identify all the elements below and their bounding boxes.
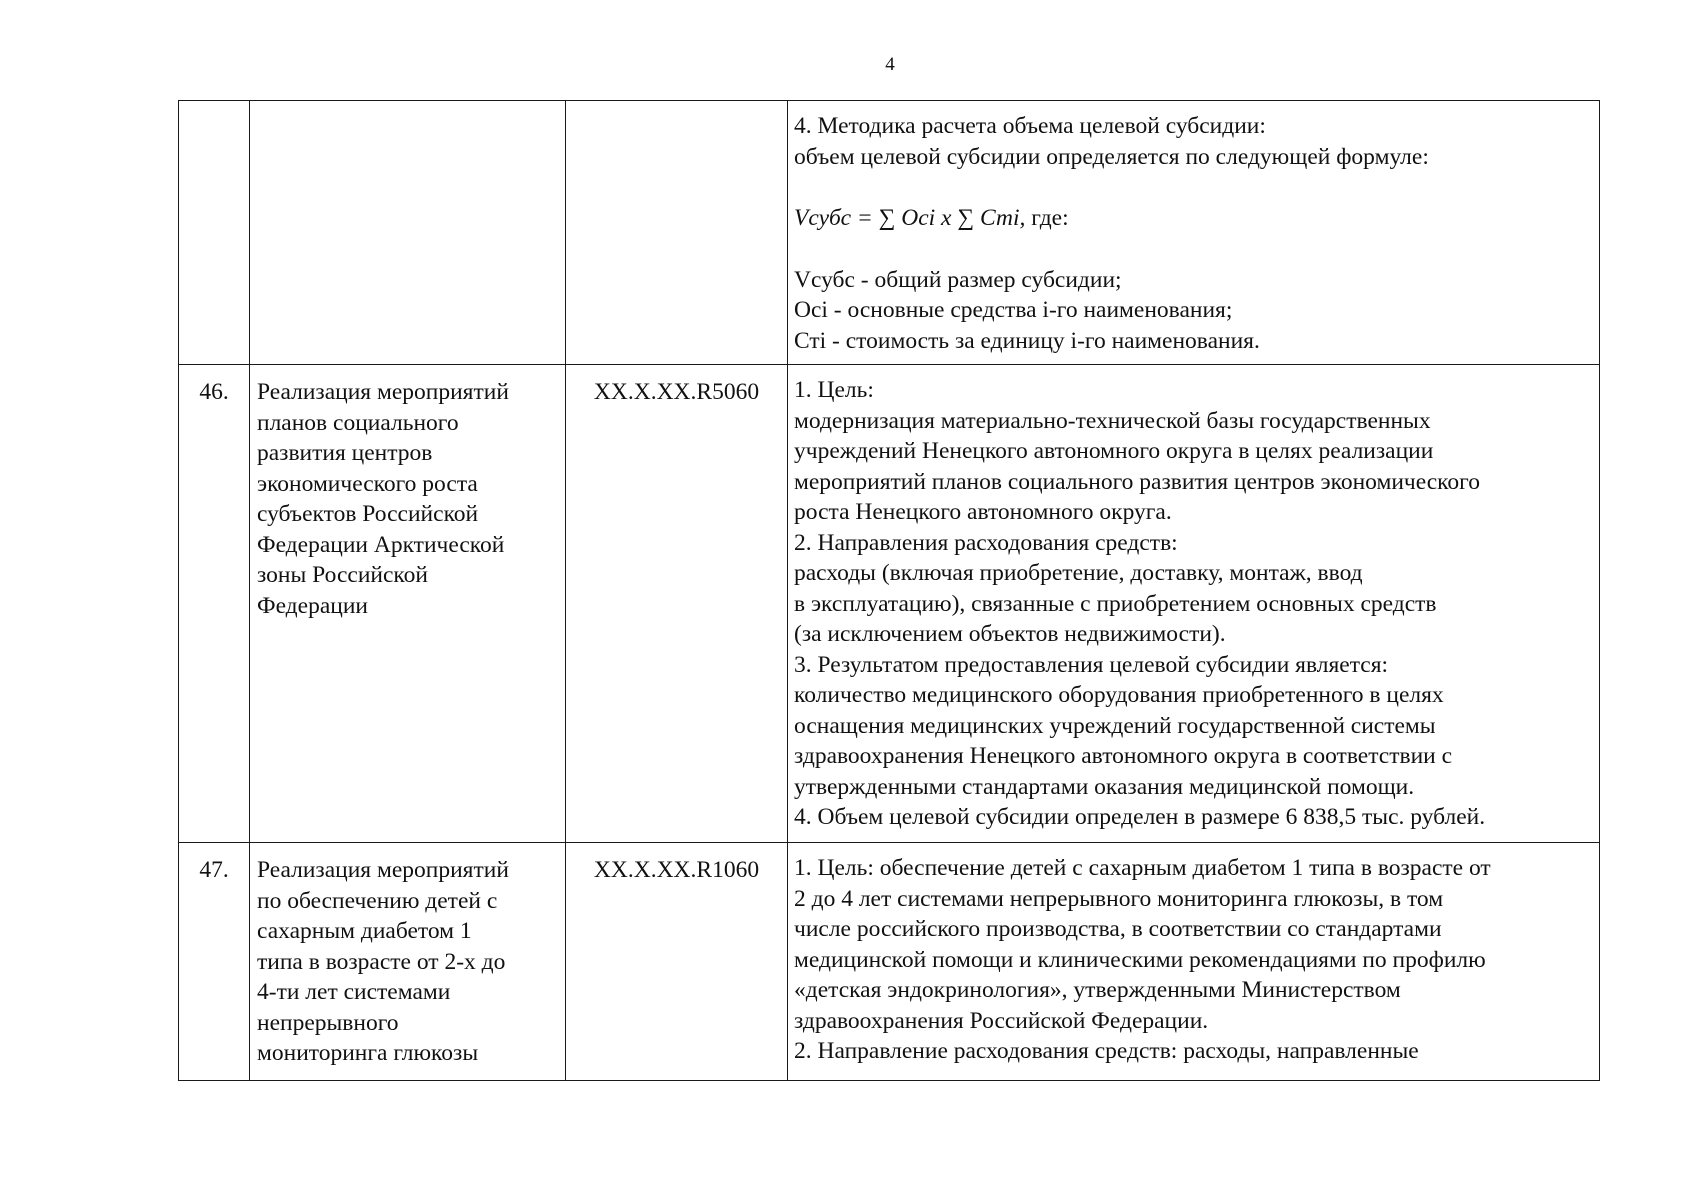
table-row-continuation xyxy=(179,101,1600,365)
row-name xyxy=(250,365,565,621)
definition-osi: Осi - основные средства i-го наименования; xyxy=(794,297,1233,323)
page-number: 4 xyxy=(885,54,895,75)
name-line: развития центров xyxy=(257,440,433,466)
definition-sti: Стi - стоимость за единицу i-го наименования. xyxy=(794,327,1260,354)
name-line: сахарным диабетом 1 xyxy=(257,918,472,944)
name-line: 4-ти лет системами xyxy=(257,979,451,1005)
methodology-heading: 4. Методика расчета объема целевой субсидии: xyxy=(794,113,1266,139)
cell-description xyxy=(788,843,1600,1081)
cell-name-empty xyxy=(250,101,566,365)
desc-line: 2 до 4 лет системами непрерывного мониторинга глюкозы, в том xyxy=(794,885,1444,912)
row-name xyxy=(250,843,565,1069)
subsidy-table xyxy=(178,100,1600,1081)
name-line: Федерации Арктической xyxy=(257,531,505,558)
formula-suffix: где: xyxy=(1025,205,1069,231)
name-line: зоны Российской xyxy=(257,562,428,588)
row-number: 46. xyxy=(199,379,229,405)
cell-description-methodology xyxy=(788,101,1600,365)
methodology-intro: объем целевой субсидии определяется по следующей формуле: xyxy=(794,143,1429,170)
cell-code xyxy=(566,843,788,1081)
desc-line: в эксплуатацию), связанные с приобретением основных средств xyxy=(794,590,1437,617)
row-number: 47. xyxy=(199,857,229,883)
cell-number xyxy=(179,365,250,843)
desc-line: 1. Цель: обеспечение детей с сахарным диабетом 1 типа в возрасте от xyxy=(794,855,1491,881)
desc-line: количество медицинского оборудования приобретенного в целях xyxy=(794,682,1444,708)
desc-line: «детская эндокринология», утвержденными Министерством xyxy=(794,977,1401,1003)
cell-description xyxy=(788,365,1600,843)
desc-line: числе российского производства, в соответствии со стандартами xyxy=(794,916,1442,942)
desc-line: 2. Направление расходования средств: расходы, направленные xyxy=(794,1038,1419,1064)
desc-line: 2. Направления расходования средств: xyxy=(794,529,1178,556)
name-line: типа в возрасте от 2-х до xyxy=(257,948,506,975)
table-row xyxy=(179,843,1600,1081)
name-line: экономического роста xyxy=(257,470,478,497)
desc-line: утвержденными стандартами оказания медицинской помощи. xyxy=(794,773,1415,800)
budget-code: XX.X.XX.R1060 xyxy=(593,857,760,883)
desc-line: 4. Объем целевой субсидии определен в размере 6 838,5 тыс. рублей. xyxy=(794,804,1486,830)
desc-line: мероприятий планов социального развития центров экономического xyxy=(794,468,1480,495)
name-line: по обеспечению детей с xyxy=(257,887,498,914)
desc-line: модернизация материально-технической базы государственных xyxy=(794,407,1431,434)
name-line: непрерывного xyxy=(257,1009,399,1036)
desc-line: оснащения медицинских учреждений государственной системы xyxy=(794,712,1436,739)
budget-code: XX.X.XX.R5060 xyxy=(593,379,760,405)
name-line: мониторинга глюкозы xyxy=(257,1040,479,1066)
formula-line xyxy=(794,203,1591,234)
desc-line: медицинской помощи и клиническими рекомендациями по профилю xyxy=(794,946,1486,973)
cell-name xyxy=(250,365,566,843)
desc-line: расходы (включая приобретение, доставку, монтаж, ввод xyxy=(794,560,1363,586)
desc-line: 1. Цель: xyxy=(794,377,874,403)
table-row xyxy=(179,365,1600,843)
cell-code-empty xyxy=(566,101,788,365)
desc-line: роста Ненецкого автономного округа. xyxy=(794,499,1172,525)
desc-line: 3. Результатом предоставления целевой субсидии является: xyxy=(794,651,1389,678)
name-line: Федерации xyxy=(257,592,368,619)
desc-line: учреждений Ненецкого автономного округа в целях реализации xyxy=(794,438,1434,464)
formula-expression: Vсубс = ∑ Осi x ∑ Стi, xyxy=(794,205,1026,231)
cell-number xyxy=(179,843,250,1081)
desc-line: здравоохранения Российской Федерации. xyxy=(794,1007,1209,1034)
name-line: планов социального xyxy=(257,409,459,436)
name-line: Реализация мероприятий xyxy=(257,857,509,883)
cell-name xyxy=(250,843,566,1081)
cell-code xyxy=(566,365,788,843)
desc-line: здравоохранения Ненецкого автономного округа в соответствии с xyxy=(794,743,1453,769)
definition-vsubs: Vсубс - общий размер субсидии; xyxy=(794,266,1122,293)
name-line: субъектов Российской xyxy=(257,501,479,527)
cell-number-empty xyxy=(179,101,250,365)
desc-line: (за исключением объектов недвижимости). xyxy=(794,621,1226,647)
name-line: Реализация мероприятий xyxy=(257,379,509,405)
